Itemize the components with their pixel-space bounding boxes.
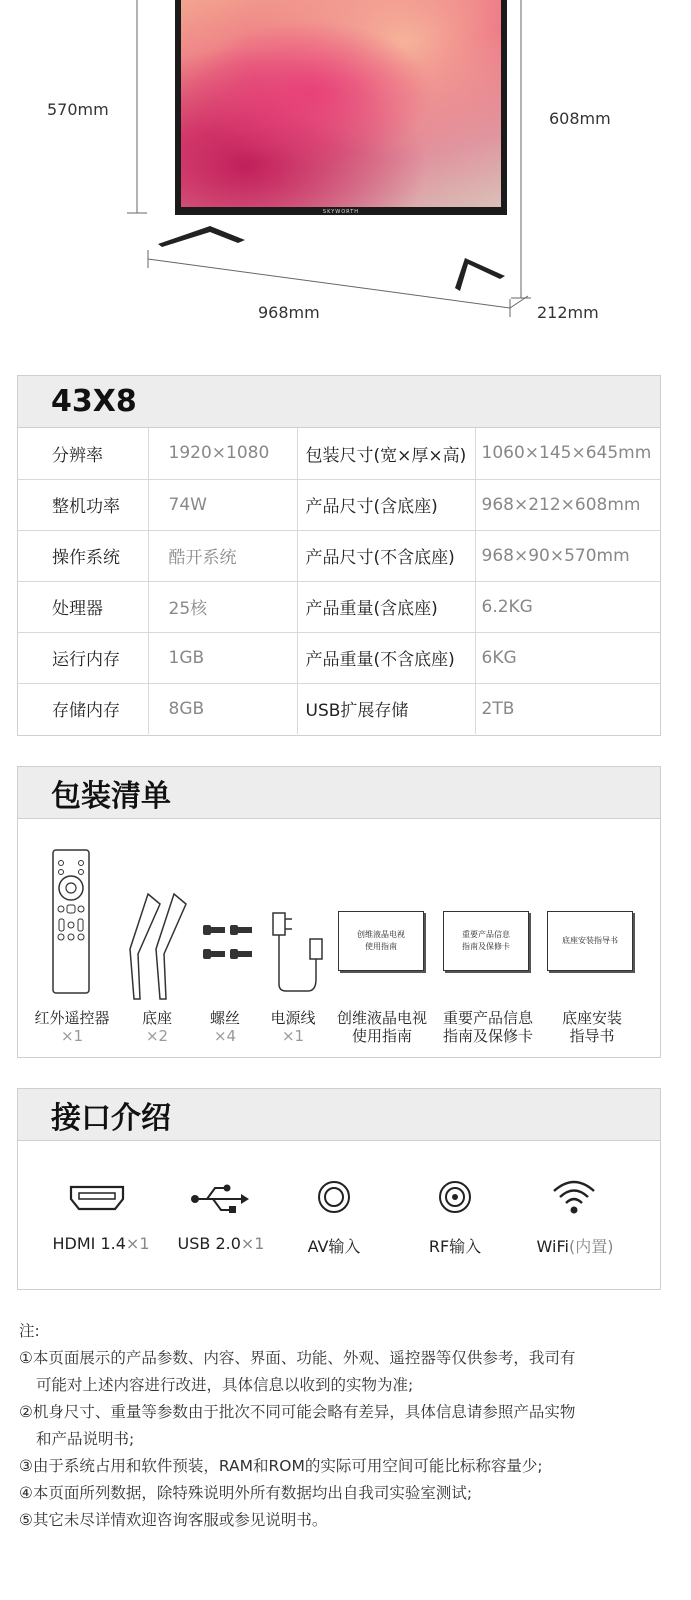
booklet-text: 创维液晶电视 — [357, 930, 405, 939]
notes-heading: 注: — [19, 1322, 40, 1340]
usb-icon — [189, 1183, 251, 1215]
package-item-label: 创维液晶电视 使用指南 — [336, 1009, 427, 1045]
total-height-label: 608mm — [549, 109, 611, 128]
note-line: 可能对上述内容进行改进，具体信息以收到的实物为准; — [36, 1376, 414, 1394]
note-line: ⑤其它未尽详情欢迎咨询客服或参见说明书。 — [19, 1511, 328, 1529]
spec-value: 酷开系统 — [148, 530, 297, 581]
spec-key: 整机功率 — [18, 479, 148, 530]
spec-key: 产品重量(含底座) — [297, 581, 475, 632]
wifi-icon — [551, 1179, 597, 1215]
stand-install-booklet — [547, 911, 633, 971]
screen-height-label: 570mm — [47, 100, 109, 119]
spec-value: 1920×1080 — [148, 428, 297, 479]
note-line: ③由于系统占用和软件预装，RAM和ROM的实际可用空间可能比标称容量少; — [19, 1457, 543, 1475]
spec-key: 存储内存 — [18, 683, 148, 734]
user-guide-booklet — [338, 911, 424, 971]
spec-value: 1GB — [148, 632, 297, 683]
package-item-label: 底座安装 指导书 — [561, 1009, 622, 1045]
spec-value: 968×212×608mm — [475, 479, 660, 530]
right-stand-shape — [455, 258, 505, 291]
av-input-icon — [316, 1179, 352, 1215]
package-item-label: 重要产品信息 指南及保修卡 — [442, 1009, 533, 1045]
power-cord-icon — [268, 909, 328, 999]
spec-key: 产品尺寸(含底座) — [297, 479, 475, 530]
remote-control-icon — [52, 849, 90, 994]
ports-section — [17, 1088, 661, 1290]
table-row — [18, 479, 660, 530]
spec-value: 1060×145×645mm — [475, 428, 660, 479]
ports-list — [18, 1141, 660, 1289]
left-stand-shape — [158, 226, 245, 247]
note-line: ②机身尺寸、重量等参数由于批次不同可能会略有差异，具体信息请参照产品实物 — [19, 1403, 576, 1421]
package-item-label: 底座 ×2 — [141, 1009, 172, 1045]
spec-value: 6KG — [475, 632, 660, 683]
table-row — [18, 428, 660, 479]
spec-key: 处理器 — [18, 581, 148, 632]
depth-label: 212mm — [537, 303, 599, 322]
spec-section — [17, 375, 661, 736]
hdmi-icon — [67, 1183, 127, 1213]
model-title: 43X8 — [18, 376, 660, 428]
tv-brand-logo: SKYWORTH — [322, 209, 360, 215]
port-label-av: AV输入 — [307, 1237, 361, 1256]
table-row — [18, 581, 660, 632]
package-item-label: 电源线 ×1 — [270, 1009, 316, 1045]
package-list — [18, 819, 660, 1057]
spec-value: 25核 — [148, 581, 297, 632]
spec-value: 2TB — [475, 683, 660, 734]
spec-key: 包装尺寸(宽×厚×高) — [297, 428, 475, 479]
port-label-wifi: WiFi(内置) — [536, 1237, 614, 1256]
spec-value: 968×90×570mm — [475, 530, 660, 581]
note-line: 和产品说明书; — [36, 1430, 135, 1448]
table-row — [18, 632, 660, 683]
booklet-text: 使用指南 — [365, 942, 397, 951]
spec-value: 8GB — [148, 683, 297, 734]
spec-key: 操作系统 — [18, 530, 148, 581]
spec-key: 产品尺寸(不含底座) — [297, 530, 475, 581]
tv-screen — [175, 0, 507, 215]
package-section — [17, 766, 661, 1058]
spec-table — [18, 428, 660, 734]
tv-dimension-graphic — [0, 0, 691, 340]
port-label-usb: USB 2.0×1 — [177, 1234, 265, 1253]
screws-icon — [200, 919, 255, 969]
booklet-text: 底座安装指导书 — [562, 936, 618, 945]
table-row — [18, 530, 660, 581]
note-line: ①本页面展示的产品参数、内容、界面、功能、外观、遥控器等仅供参考，我司有 — [19, 1349, 576, 1367]
spec-key: 运行内存 — [18, 632, 148, 683]
tv-screen-image — [181, 0, 501, 207]
spec-value: 6.2KG — [475, 581, 660, 632]
notes-block — [19, 1318, 669, 1534]
spec-key: 产品重量(不含底座) — [297, 632, 475, 683]
booklet-text: 重要产品信息 — [462, 930, 510, 939]
port-label-rf: RF输入 — [428, 1237, 482, 1256]
package-title: 包装清单 — [18, 767, 660, 819]
package-item-label: 红外遥控器 ×1 — [34, 1009, 110, 1045]
spec-key: USB扩展存储 — [297, 683, 475, 734]
table-row — [18, 683, 660, 734]
booklet-text: 指南及保修卡 — [462, 942, 510, 951]
spec-value: 74W — [148, 479, 297, 530]
ports-title: 接口介绍 — [18, 1089, 660, 1141]
width-label: 968mm — [258, 303, 320, 322]
warranty-booklet — [443, 911, 529, 971]
rf-input-icon — [437, 1179, 473, 1215]
note-line: ④本页面所列数据，除特殊说明外所有数据均出自我司实验室测试; — [19, 1484, 473, 1502]
stand-icon — [128, 889, 188, 1004]
spec-key: 分辨率 — [52, 445, 103, 466]
package-item-label: 螺丝 ×4 — [209, 1009, 240, 1045]
port-label-hdmi: HDMI 1.4×1 — [52, 1234, 150, 1253]
